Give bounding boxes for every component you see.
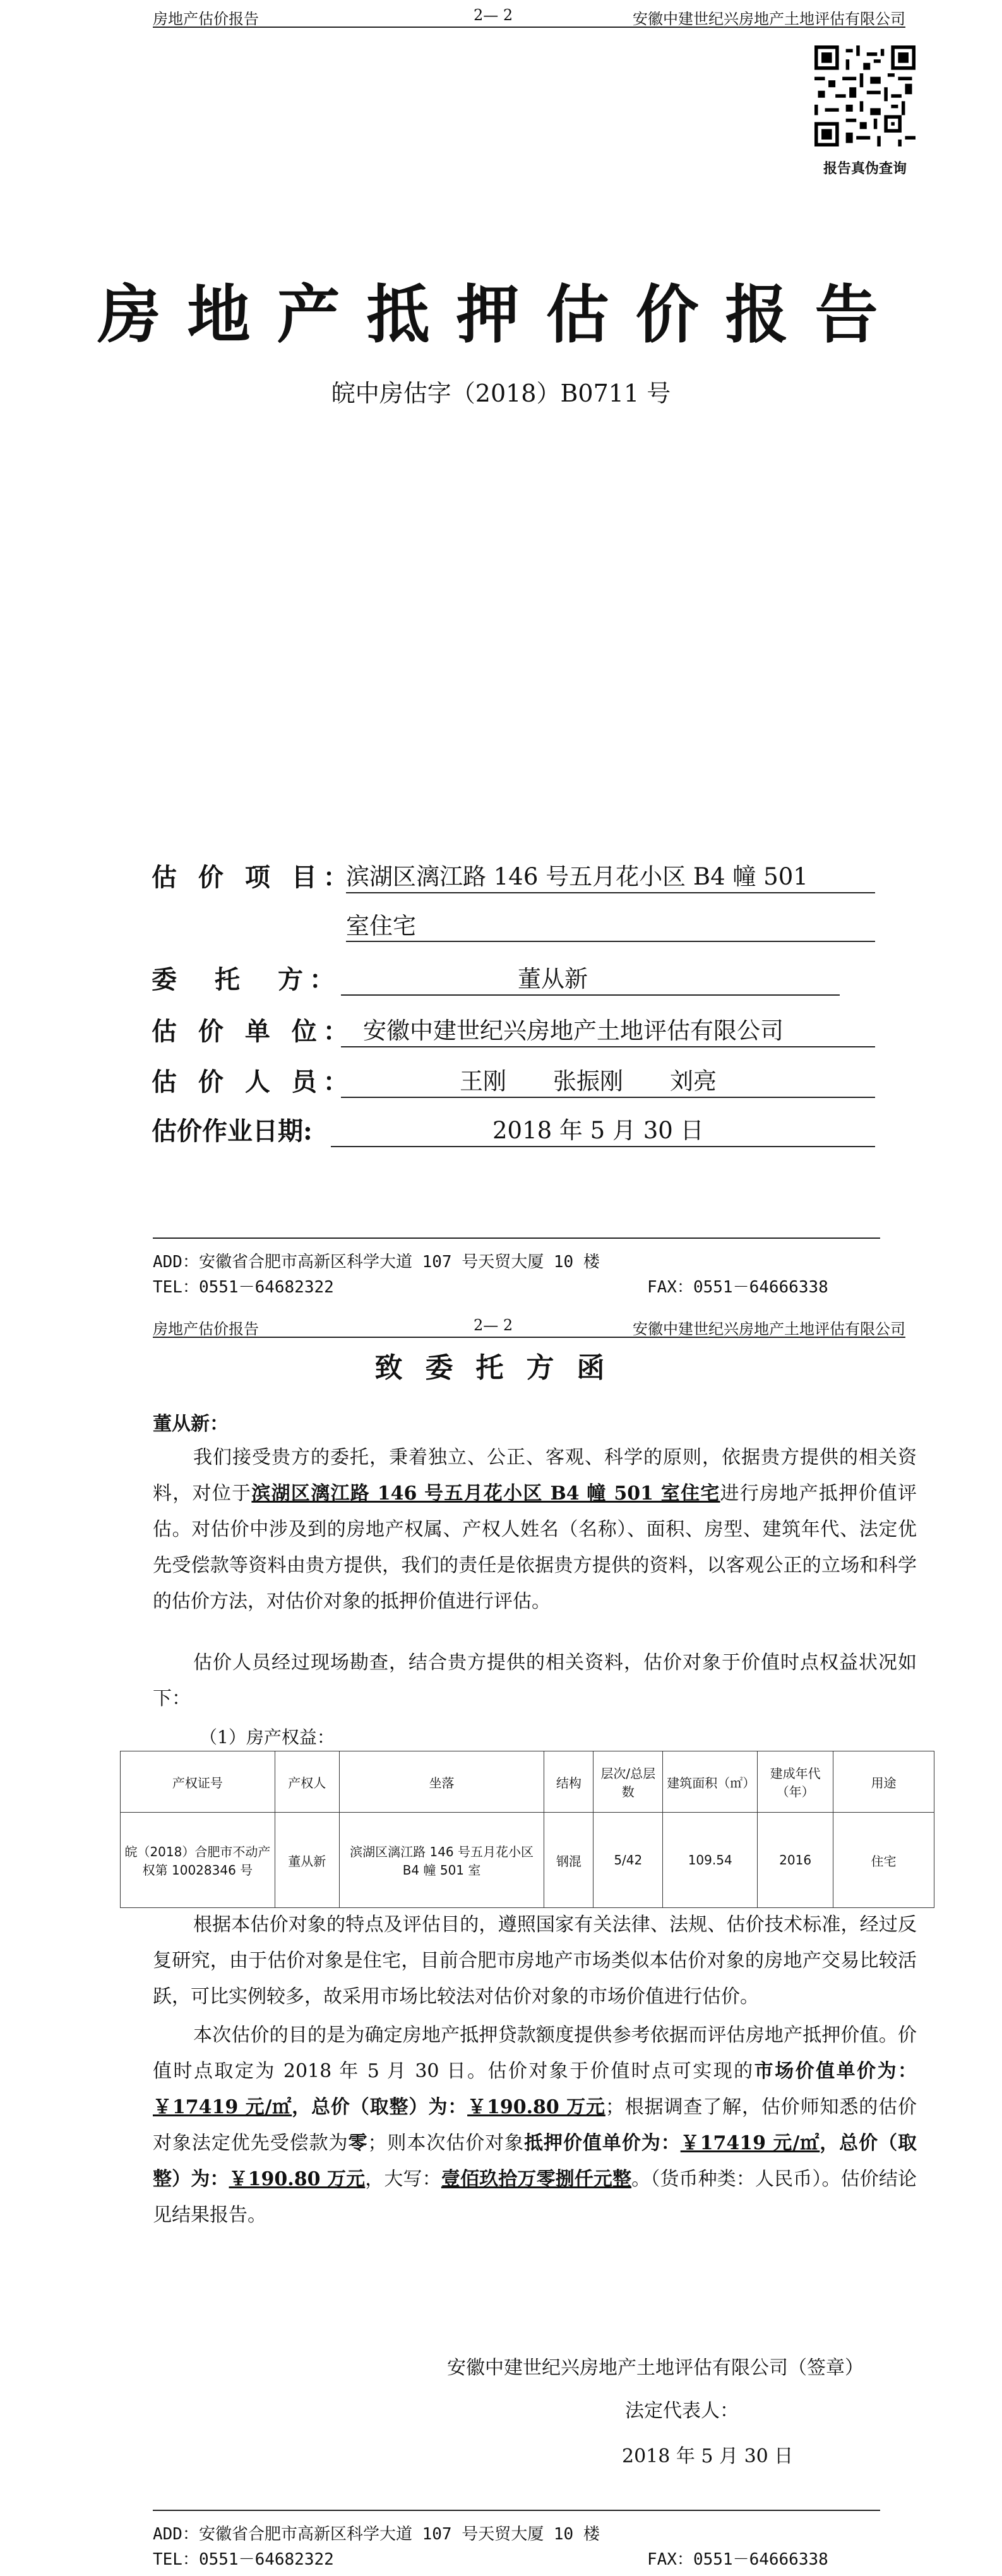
date-value: 2018 年 5 月 30 日 [492,1117,704,1144]
date-underline [331,1146,875,1147]
project-underline-2 [346,941,875,942]
paragraph-4: 本次估价的目的是为确定房地产抵押贷款额度提供参考依据而评估房地产抵押价值。价值时点取定为 2018 年 5 月 30 日。估价对象于价值时点可实现的市场价值单价为：￥17419 元/㎡，总价（取整）为：￥190.80 万元；根据调查了解，估价师知悉的估价对象法定优先受偿款为零；则本次估价对象抵押价值单价为：￥17419 元/㎡，总价（取整）为：￥190.80 万元，大写：壹佰玖拾万零捌仟元整。（货币种类：人民币）。估价结论见结果报告。 [153,2024,917,2226]
project-value-line1: 滨湖区漓江路 146 号五月花小区 B4 幢 501 [346,863,808,890]
footer-tel: TEL：0551－64682322 [153,1278,334,1297]
cell-cert-no: 皖（2018）合肥市不动产权第 10028346 号 [121,1813,275,1908]
appraisers-value: 王刚 张振刚 刘亮 [460,1068,717,1095]
project-value-line2: 室住宅 [346,912,416,939]
salutation: 董从新： [153,1413,229,1435]
header-page-mark: 2— 2 [474,6,513,24]
footer-rule [153,2510,880,2511]
col-year: 建成年代（年） [758,1751,833,1813]
paragraph-3: 根据本估价对象的特点及评估目的，遵照国家有关法律、法规、估价技术标准，经过反复研究，由于估价对象是住宅，目前合肥市房地产市场类似本估价对象的房地产交易比较活跃，可比实例较多，故采用市场比较法对估价对象的市场价值进行估价。 [153,1914,917,2008]
cell-structure: 钢混 [544,1813,593,1908]
footer-fax: FAX：0551－64666338 [647,1278,828,1297]
header-left: 房地产估价报告 [153,1320,259,1338]
footer-address: ADD：安徽省合肥市高新区科学大道 107 号天贸大厦 10 楼 [153,2525,600,2544]
paragraph-2: 估价人员经过现场勘查，结合贵方提供的相关资料，估价对象于价值时点权益状况如下： [153,1652,917,1710]
paragraph-1: 我们接受贵方的委托，秉着独立、公正、客观、科学的原则，依据贵方提供的相关资料，对位于滨湖区漓江路 146 号五月花小区 B4 幢 501 室住宅进行房地产抵押价值评估。对估价中涉及到的房地产权属、产权人姓名（名称）、面积、房型、建筑年代、法定优先受偿款等资料由贵方提供，我们的责任是依据贵方提供的资料，以客观公正的立场和科学的估价方法，对估价对象的抵押价值进行评估。 [153,1446,917,1613]
cell-owner: 董从新 [275,1813,339,1908]
date-label: 估价作业日期: [152,1116,313,1146]
project-underline-1 [346,892,875,893]
cell-location: 滨湖区漓江路 146 号五月花小区 B4 幢 501 室 [339,1813,544,1908]
footer-rule [153,1237,880,1239]
qr-code-icon[interactable] [814,45,916,146]
page-header [153,1316,905,1338]
project-label: 估 价 项 目： [152,862,355,892]
footer-tel: TEL：0551－64682322 [153,2550,334,2569]
qr-caption: 报告真伪查询 [823,160,907,177]
col-location: 坐落 [339,1751,544,1813]
appraiser-org-label: 估 价 单 位： [152,1017,355,1046]
appraiser-org-value: 安徽中建世纪兴房地产土地评估有限公司 [363,1017,784,1044]
col-floor: 层次/总层数 [593,1751,663,1813]
table-row [121,1813,934,1908]
cell-use: 住宅 [833,1813,934,1908]
report-title: 房地产抵押估价报告 [97,277,905,352]
table-header-row [121,1751,934,1813]
appraisers-underline [341,1097,875,1098]
col-area: 建筑面积（㎡） [663,1751,758,1813]
footer-fax: FAX：0551－64666338 [647,2550,828,2569]
appraisers-label: 估 价 人 员： [152,1067,355,1097]
client-underline [341,994,840,996]
letter-page [0,1316,1002,2576]
header-left: 房地产估价报告 [153,10,259,28]
signature-company: 安徽中建世纪兴房地产土地评估有限公司（签章） [447,2357,864,2379]
cell-floor: 5/42 [593,1813,663,1908]
col-use: 用途 [833,1751,934,1813]
col-cert-no: 产权证号 [121,1751,275,1813]
table-caption: （1）房产权益： [200,1727,335,1748]
client-label: 委 托 方： [152,965,341,994]
page-header [153,6,905,28]
report-number: 皖中房估字（2018）B0711 号 [331,379,671,407]
header-page-mark: 2— 2 [474,1316,513,1334]
appraiser-org-underline [341,1046,875,1047]
client-value: 董从新 [518,965,588,993]
property-rights-table [120,1751,934,1908]
cell-area: 109.54 [663,1813,758,1908]
header-right: 安徽中建世纪兴房地产土地评估有限公司 [633,1320,905,1338]
letter-title: 致委托方函 [374,1352,628,1384]
col-owner: 产权人 [275,1751,339,1813]
col-structure: 结构 [544,1751,593,1813]
signature-representative: 法定代表人： [625,2400,739,2422]
footer-address: ADD：安徽省合肥市高新区科学大道 107 号天贸大厦 10 楼 [153,1253,600,1272]
header-right: 安徽中建世纪兴房地产土地评估有限公司 [633,10,905,28]
signature-date: 2018 年 5 月 30 日 [622,2445,794,2467]
cell-year: 2016 [758,1813,833,1908]
